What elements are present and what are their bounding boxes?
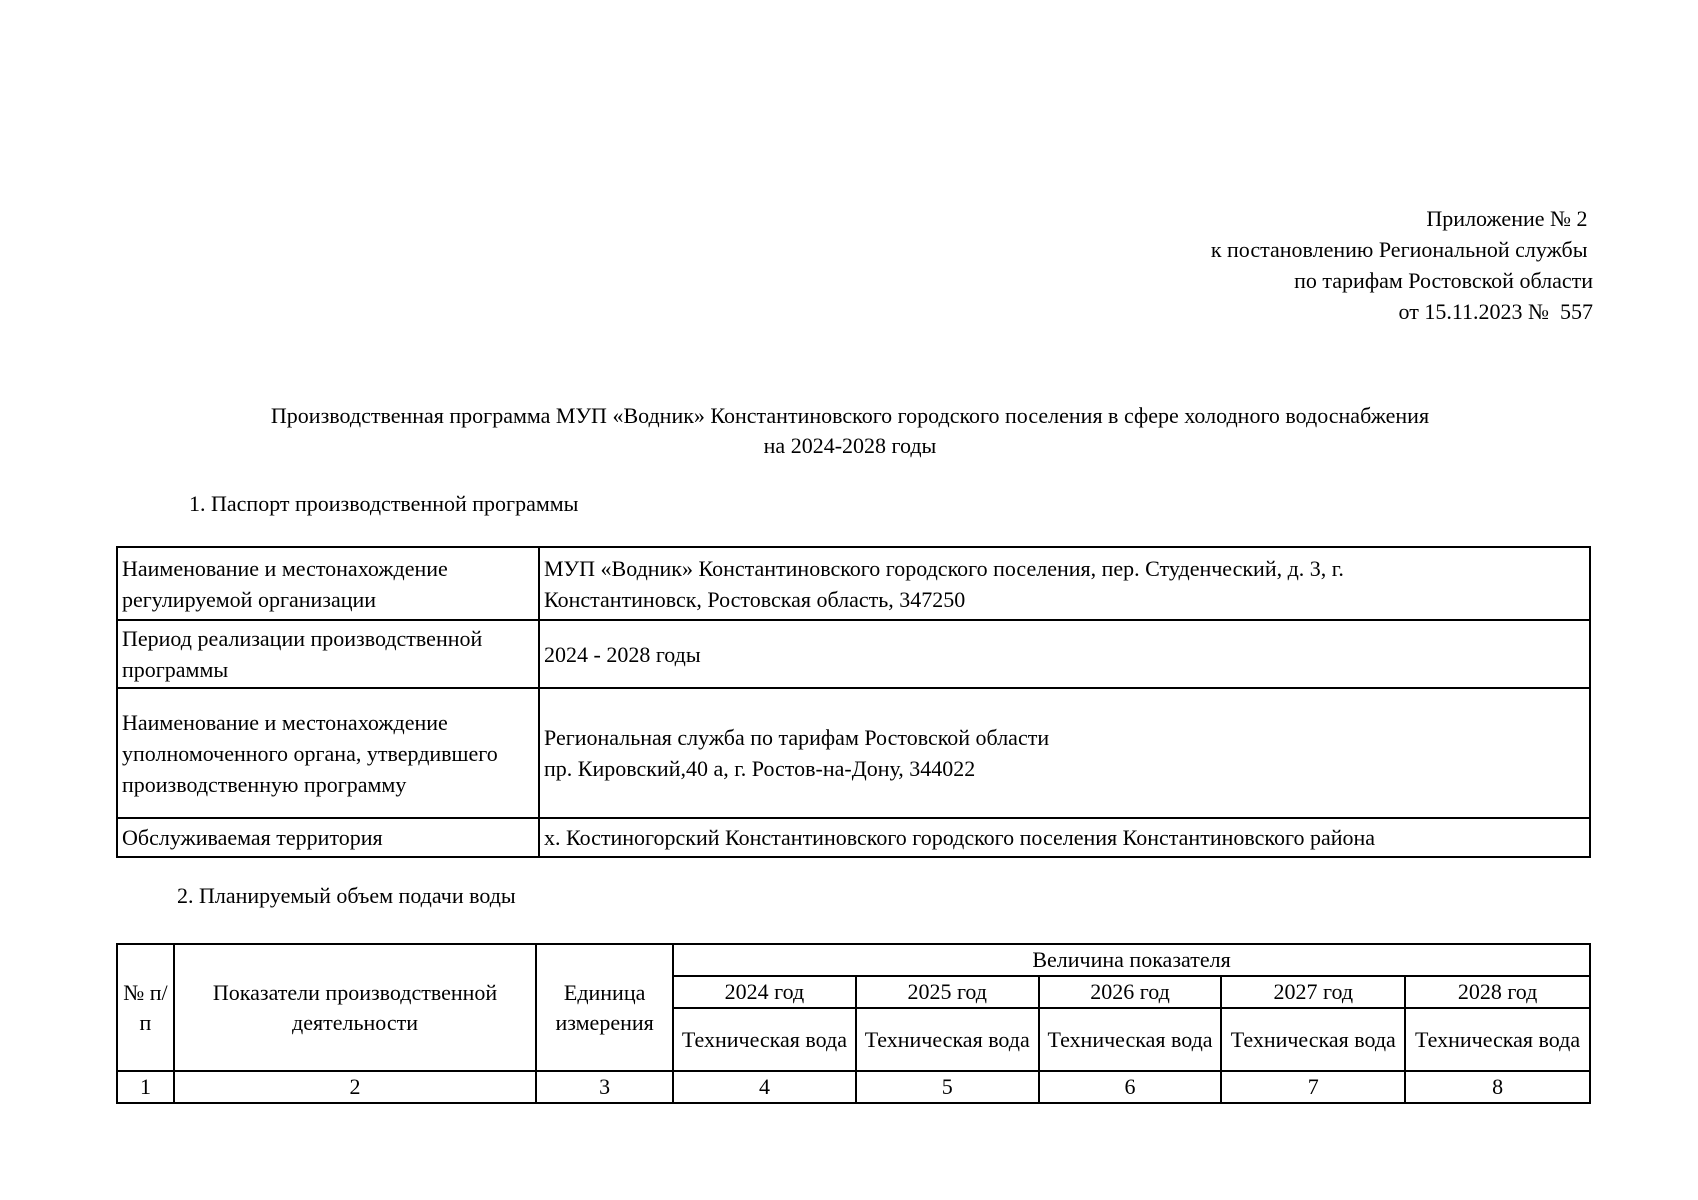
- table-row: [117, 620, 1590, 688]
- passport-label: Обслуживаемая территория: [117, 818, 539, 857]
- water-volume-table: [116, 943, 1591, 1104]
- column-number: 3: [536, 1071, 673, 1103]
- title-line-1: Производственная программа МУП «Водник» Константиновского городского поселения в сфере холодного водоснабжения: [270, 403, 1430, 428]
- header-water-type: Техническая вода: [1039, 1008, 1222, 1071]
- header-indicator: Показатели производственной деятельности: [174, 944, 536, 1071]
- table-row: [117, 688, 1590, 818]
- appendix-line-2: к постановлению Региональной службы: [1210, 237, 1593, 262]
- appendix-line-4: от 15.11.2023 № 557: [1398, 299, 1593, 324]
- passport-value: [539, 688, 1590, 818]
- document-title: [100, 401, 1600, 461]
- header-water-type: Техническая вода: [1221, 1008, 1405, 1071]
- column-number: 2: [174, 1071, 536, 1103]
- header-value-group: Величина показателя: [673, 944, 1590, 976]
- header-row: [117, 944, 1590, 976]
- column-number: 1: [117, 1071, 174, 1103]
- title-line-2: на 2024-2028 годы: [763, 433, 937, 458]
- header-water-type: Техническая вода: [856, 1008, 1039, 1071]
- column-number: 4: [673, 1071, 856, 1103]
- passport-value-line: пр. Кировский,40 а, г. Ростов-на-Дону, 344022: [544, 756, 976, 781]
- passport-label: Период реализации производственной программы: [117, 620, 539, 688]
- column-number: 5: [856, 1071, 1039, 1103]
- column-number: 8: [1405, 1071, 1590, 1103]
- passport-value: [539, 818, 1590, 857]
- table-row: [117, 547, 1590, 620]
- header-year: 2024 год: [673, 976, 856, 1008]
- header-water-type: Техническая вода: [673, 1008, 856, 1071]
- header-num: № п/п: [117, 944, 174, 1071]
- header-water-type: Техническая вода: [1405, 1008, 1590, 1071]
- section-2-heading: 2. Планируемый объем подачи воды: [177, 883, 516, 908]
- passport-value-line: МУП «Водник» Константиновского городского поселения, пер. Студенческий, д. 3, г.: [544, 555, 1344, 581]
- passport-value: [539, 620, 1590, 688]
- section-1-heading: 1. Паспорт производственной программы: [189, 491, 579, 516]
- header-year: 2025 год: [856, 976, 1039, 1008]
- appendix-line-1: Приложение № 2: [1426, 206, 1593, 231]
- column-number: 7: [1221, 1071, 1405, 1103]
- passport-value-line: Региональная служба по тарифам Ростовской области: [544, 725, 1050, 750]
- passport-value-line: 2024 - 2028 годы: [544, 641, 701, 667]
- passport-value-line: х. Костиногорский Константиновского городского поселения Константиновского района: [544, 825, 1376, 850]
- appendix-line-3: по тарифам Ростовской области: [1294, 268, 1593, 293]
- header-unit: Единица измерения: [536, 944, 673, 1071]
- header-year: 2026 год: [1039, 976, 1222, 1008]
- header-year: 2027 год: [1221, 976, 1405, 1008]
- passport-label: Наименование и местонахождение уполномоченного органа, утвердившего производственную программу: [117, 688, 539, 818]
- passport-value: [539, 547, 1590, 620]
- passport-table: [116, 546, 1591, 858]
- table-row: [117, 818, 1590, 857]
- appendix-block: [1211, 203, 1593, 327]
- passport-value-line: Константиновск, Ростовская область, 347250: [544, 586, 966, 612]
- header-year: 2028 год: [1405, 976, 1590, 1008]
- passport-label: Наименование и местонахождение регулируемой организации: [117, 547, 539, 620]
- column-number: 6: [1039, 1071, 1222, 1103]
- column-number-row: [117, 1071, 1590, 1103]
